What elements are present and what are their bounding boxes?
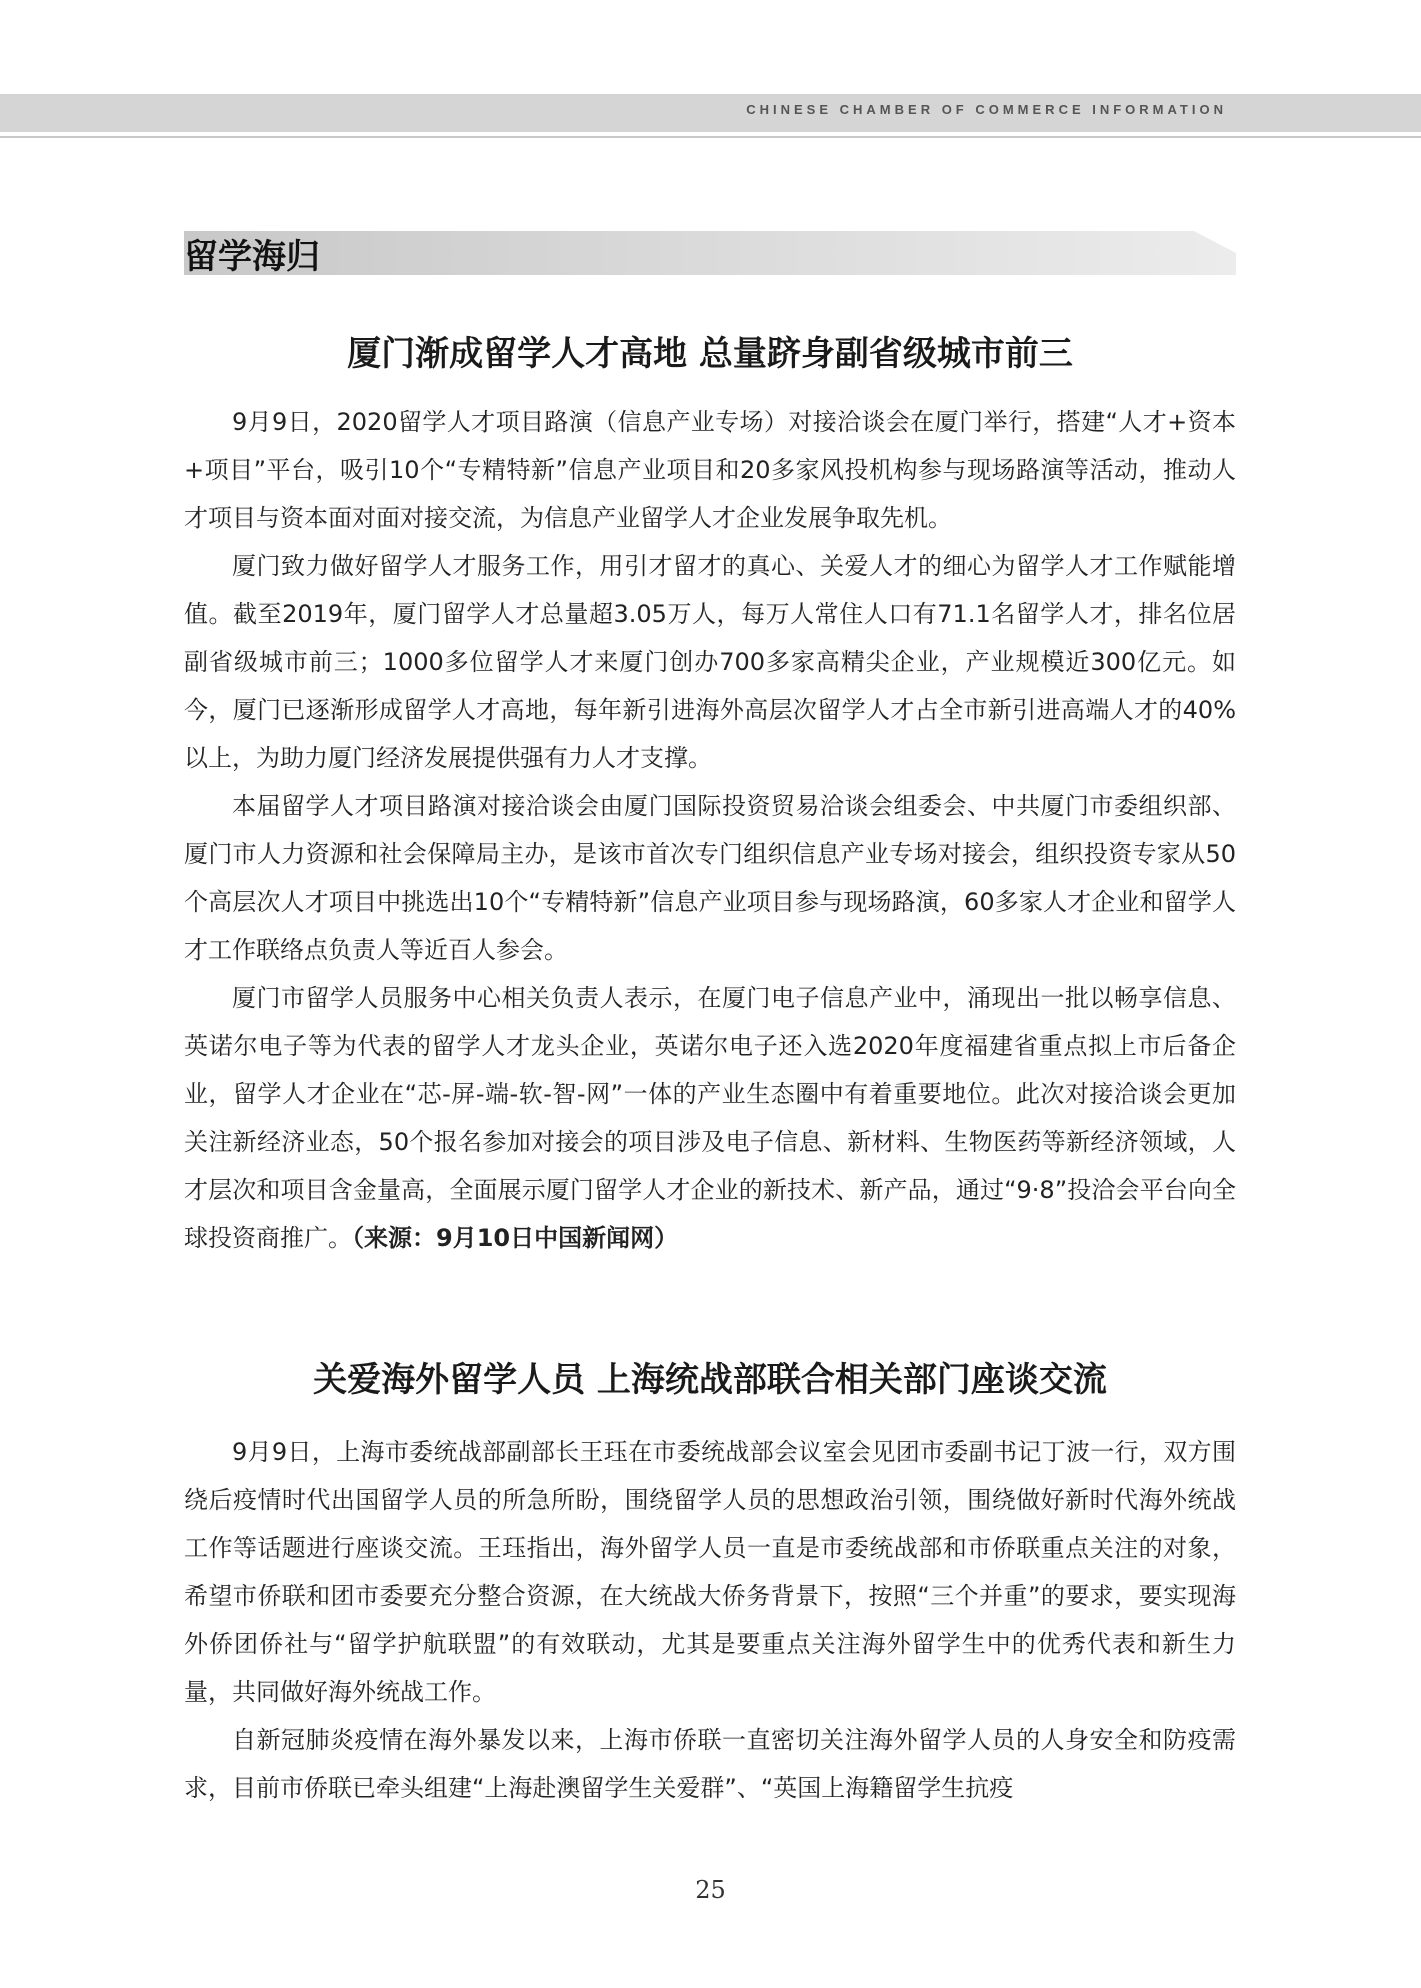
running-title: CHINESE CHAMBER OF COMMERCE INFORMATION [746,102,1227,117]
page-number: 25 [695,1876,726,1904]
paragraph: 本届留学人才项目路演对接洽谈会由厦门国际投资贸易洽谈会组委会、中共厦门市委组织部、厦门市人力资源和社会保障局主办，是该市首次专门组织信息产业专场对接会，组织投资专家从50个高层次人才项目中挑选出10个“专精特新”信息产业项目参与现场路演，60多家人才企业和留学人才工作联络点负责人等近百人参会。 [184,792,1236,964]
paragraph: 厦门致力做好留学人才服务工作，用引才留才的真心、关爱人才的细心为留学人才工作赋能增值。截至2019年，厦门留学人才总量超3.05万人，每万人常住人口有71.1名留学人才，排名位居副省级城市前三；1000多位留学人才来厦门创办700多家高精尖企业，产业规模近300亿元。如今，厦门已逐渐形成留学人才高地，每年新引进海外高层次留学人才占全市新引进高端人才的40%以上，为助力厦门经济发展提供强有力人才支撑。 [184,552,1236,772]
article-title: 关爱海外留学人员 上海统战部联合相关部门座谈交流 [313,1360,1107,1400]
paragraph [184,974,1236,1262]
paragraph: 9月9日，2020留学人才项目路演（信息产业专场）对接洽谈会在厦门举行，搭建“人才+资本+项目”平台，吸引10个“专精特新”信息产业项目和20多家风投机构参与现场路演等活动，推动人才项目与资本面对面对接交流，为信息产业留学人才企业发展争取先机。 [184,408,1236,532]
article-body [184,1428,1236,1812]
article-source: （来源：9月10日中国新闻网） [352,1224,679,1252]
section-title: 留学海归 [184,237,320,277]
paragraph: 自新冠肺炎疫情在海外暴发以来，上海市侨联一直密切关注海外留学人员的人身安全和防疫需求，目前市侨联已牵头组建“上海赴澳留学生关爱群”、“英国上海籍留学生抗疫 [184,1726,1236,1802]
article-body [184,398,1236,1262]
header-divider [0,136,1421,138]
section-banner [184,231,1236,275]
paragraph-text: 厦门市留学人员服务中心相关负责人表示，在厦门电子信息产业中，涌现出一批以畅享信息、英诺尔电子等为代表的留学人才龙头企业，英诺尔电子还入选2020年度福建省重点拟上市后备企业，留学人才企业在“芯-屏-端-软-智-网”一体的产业生态圈中有着重要地位。此次对接洽谈会更加关注新经济业态，50个报名参加对接会的项目涉及电子信息、新材料、生物医药等新经济领域，人才层次和项目含金量高，全面展示厦门留学人才企业的新技术、新产品，通过“9·8”投洽会平台向全球投资商推广。 [184,984,1236,1252]
paragraph: 9月9日，上海市委统战部副部长王珏在市委统战部会议室会见团市委副书记丁波一行，双方围绕后疫情时代出国留学人员的所急所盼，围绕留学人员的思想政治引领，围绕做好新时代海外统战工作等话题进行座谈交流。王珏指出，海外留学人员一直是市委统战部和市侨联重点关注的对象，希望市侨联和团市委要充分整合资源，在大统战大侨务背景下，按照“三个并重”的要求，要实现海外侨团侨社与“留学护航联盟”的有效联动，尤其是要重点关注海外留学生中的优秀代表和新生力量，共同做好海外统战工作。 [184,1438,1236,1706]
article-title: 厦门渐成留学人才高地 总量跻身副省级城市前三 [347,334,1073,374]
